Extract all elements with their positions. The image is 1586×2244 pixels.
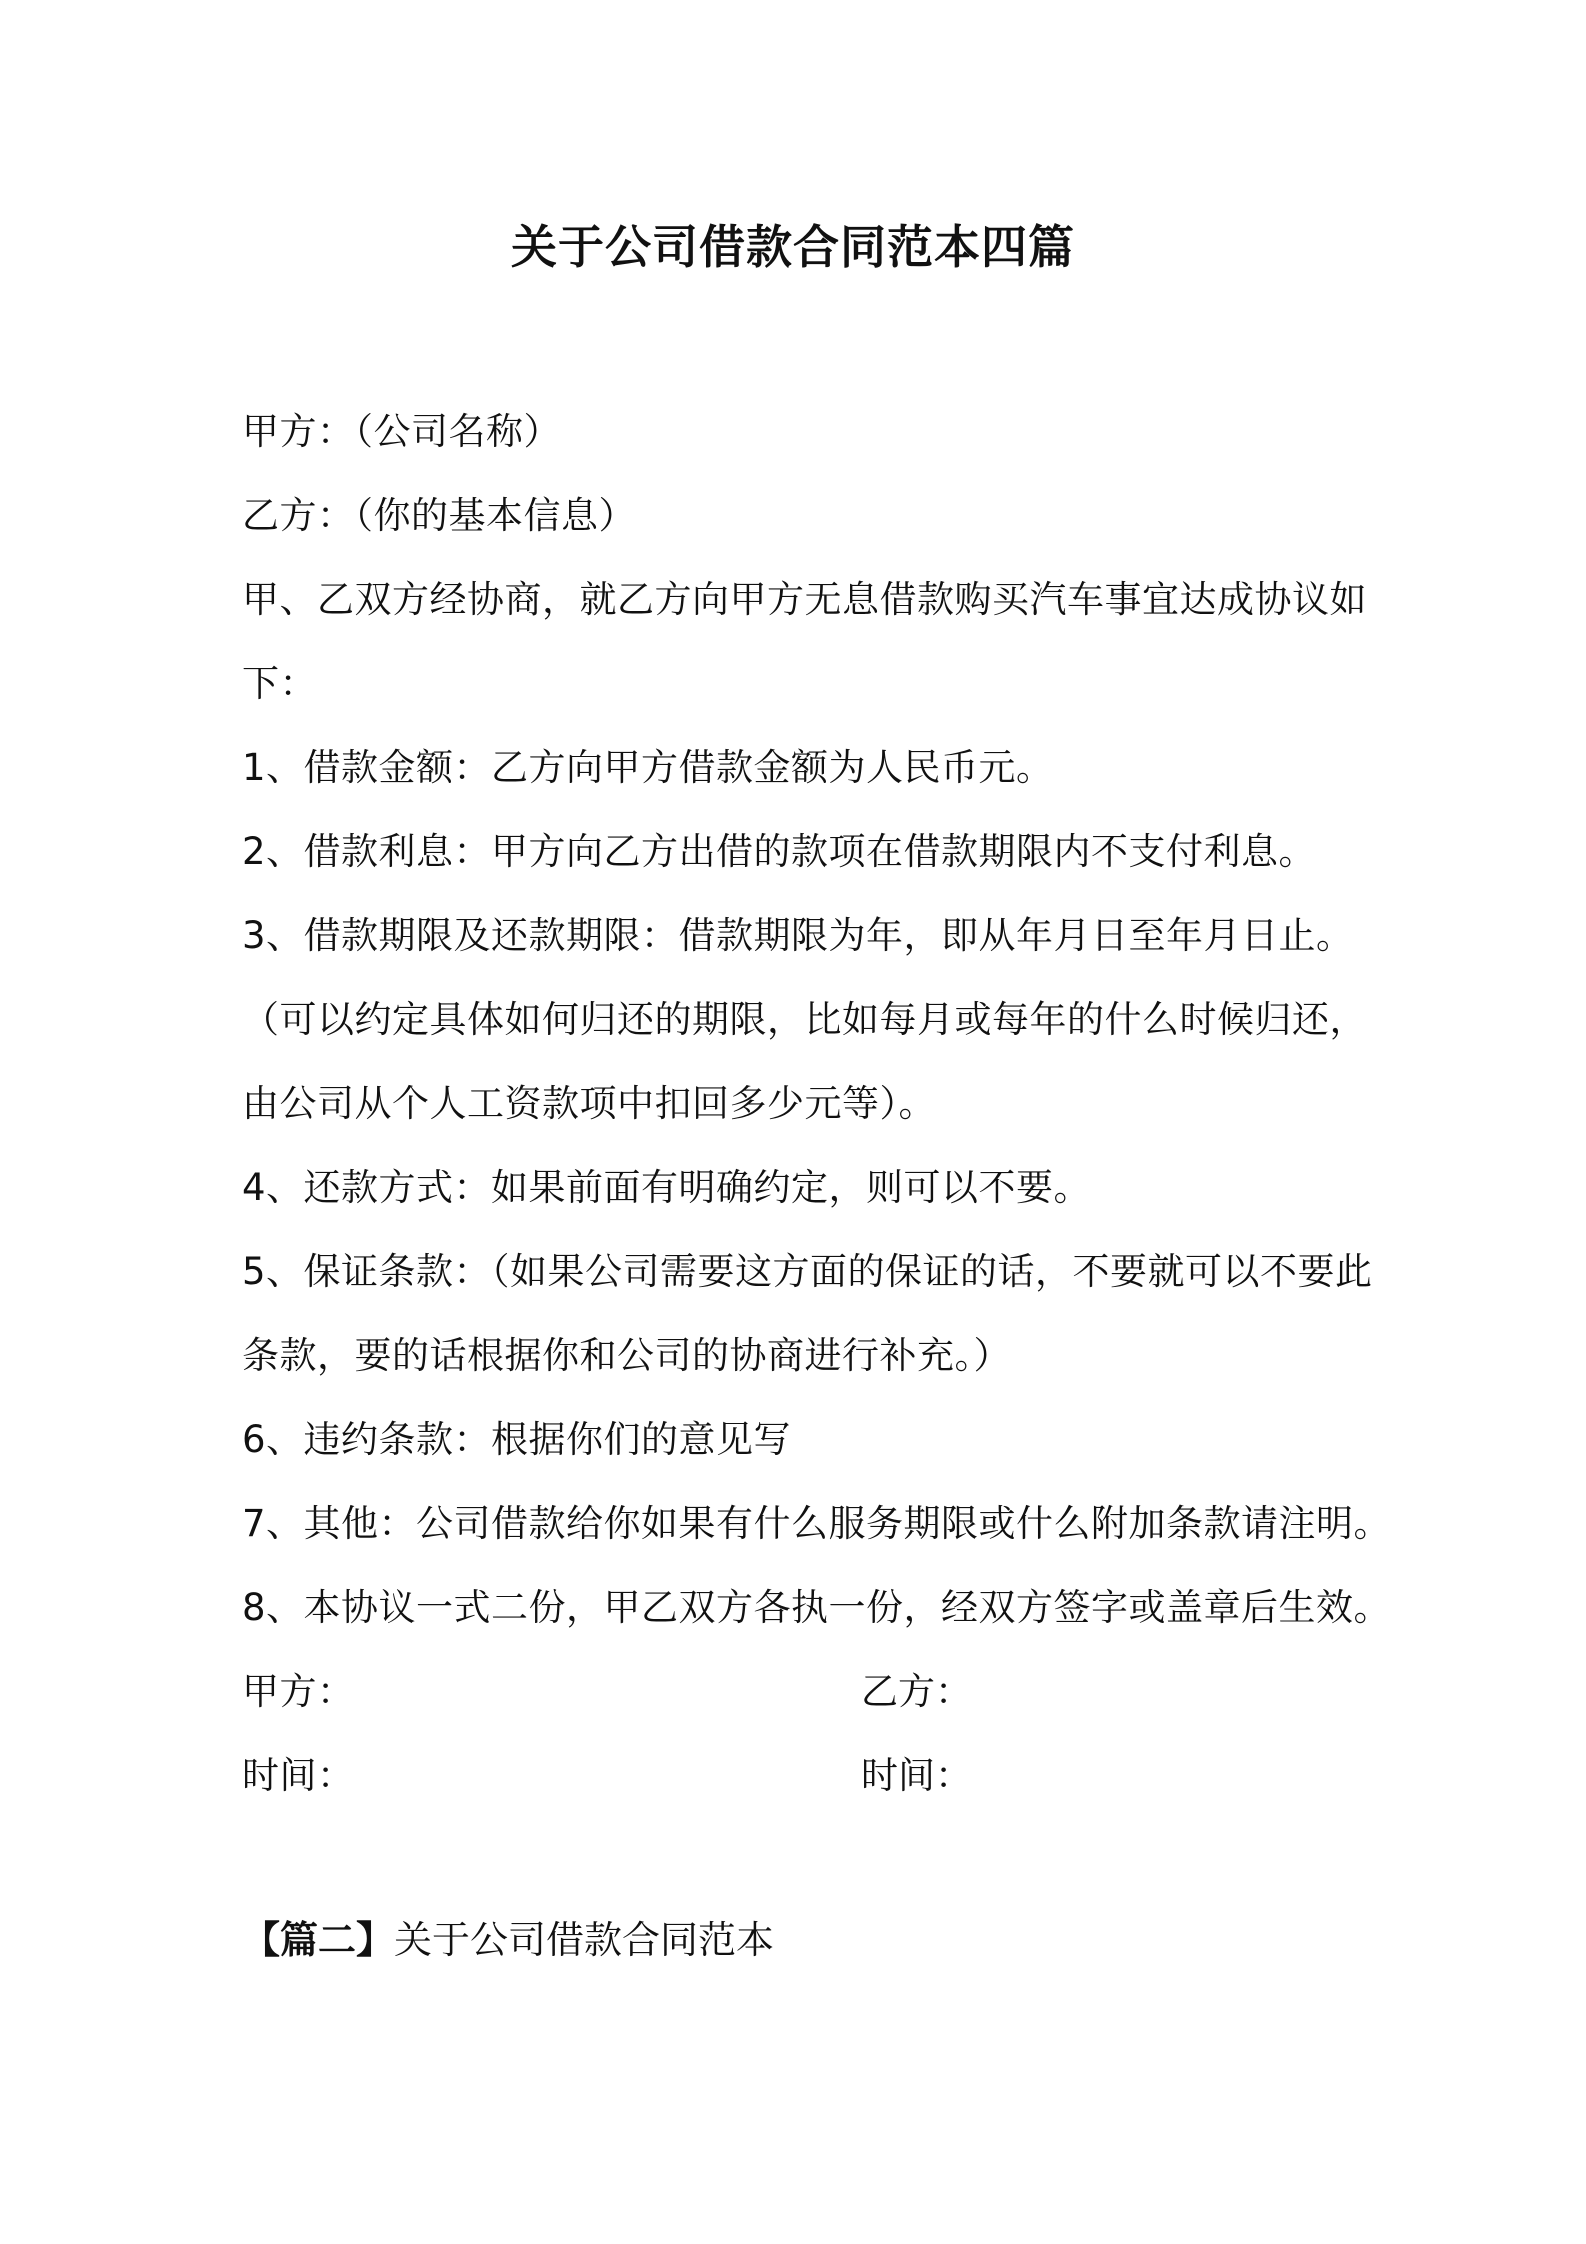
document-title: 关于公司借款合同范本四篇 (511, 220, 1075, 274)
section-two-tag: 【篇二】 (242, 1918, 395, 1962)
clause-5-guarantee-line-2: 条款，要的话根据你和公司的协商进行补充。） (242, 1334, 1011, 1377)
agreement-intro-line-2: 下： (242, 662, 317, 705)
clause-5-guarantee-line-1: 5、保证条款：（如果公司需要这方面的保证的话，不要就可以不要此 (242, 1250, 1373, 1293)
clause-1-loan-amount: 1、借款金额：乙方向甲方借款金额为人民币元。 (242, 746, 1054, 789)
agreement-intro-line-1: 甲、乙双方经协商，就乙方向甲方无息借款购买汽车事宜达成协议如 (242, 578, 1367, 621)
clause-7-other: 7、其他：公司借款给你如果有什么服务期限或什么附加条款请注明。 (242, 1502, 1392, 1545)
clause-2-loan-interest: 2、借款利息：甲方向乙方出借的款项在借款期限内不支付利息。 (242, 830, 1317, 873)
clause-3-note-line-2: 由公司从个人工资款项中扣回多少元等）。 (242, 1082, 936, 1125)
signature-time-a-label: 时间： (242, 1754, 355, 1797)
section-two-heading (242, 1912, 774, 1968)
clause-3-loan-term: 3、借款期限及还款期限：借款期限为年，即从年月日至年月日止。 (242, 914, 1354, 957)
party-b-line: 乙方：（你的基本信息） (242, 494, 636, 537)
signature-party-a-label: 甲方： (242, 1670, 355, 1713)
party-a-line: 甲方：（公司名称） (242, 410, 561, 453)
clause-8-copies: 8、本协议一式二份，甲乙双方各执一份，经双方签字或盖章后生效。 (242, 1586, 1392, 1629)
signature-time-b-label: 时间： (861, 1754, 972, 1797)
clause-6-breach: 6、违约条款：根据你们的意见写 (242, 1418, 792, 1461)
section-two-title: 关于公司借款合同范本 (394, 1918, 775, 1962)
clause-3-note-line-1: （可以约定具体如何归还的期限，比如每月或每年的什么时候归还， (242, 998, 1367, 1041)
signature-party-b-label: 乙方： (861, 1670, 972, 1713)
clause-4-repayment-method: 4、还款方式：如果前面有明确约定，则可以不要。 (242, 1166, 1092, 1209)
